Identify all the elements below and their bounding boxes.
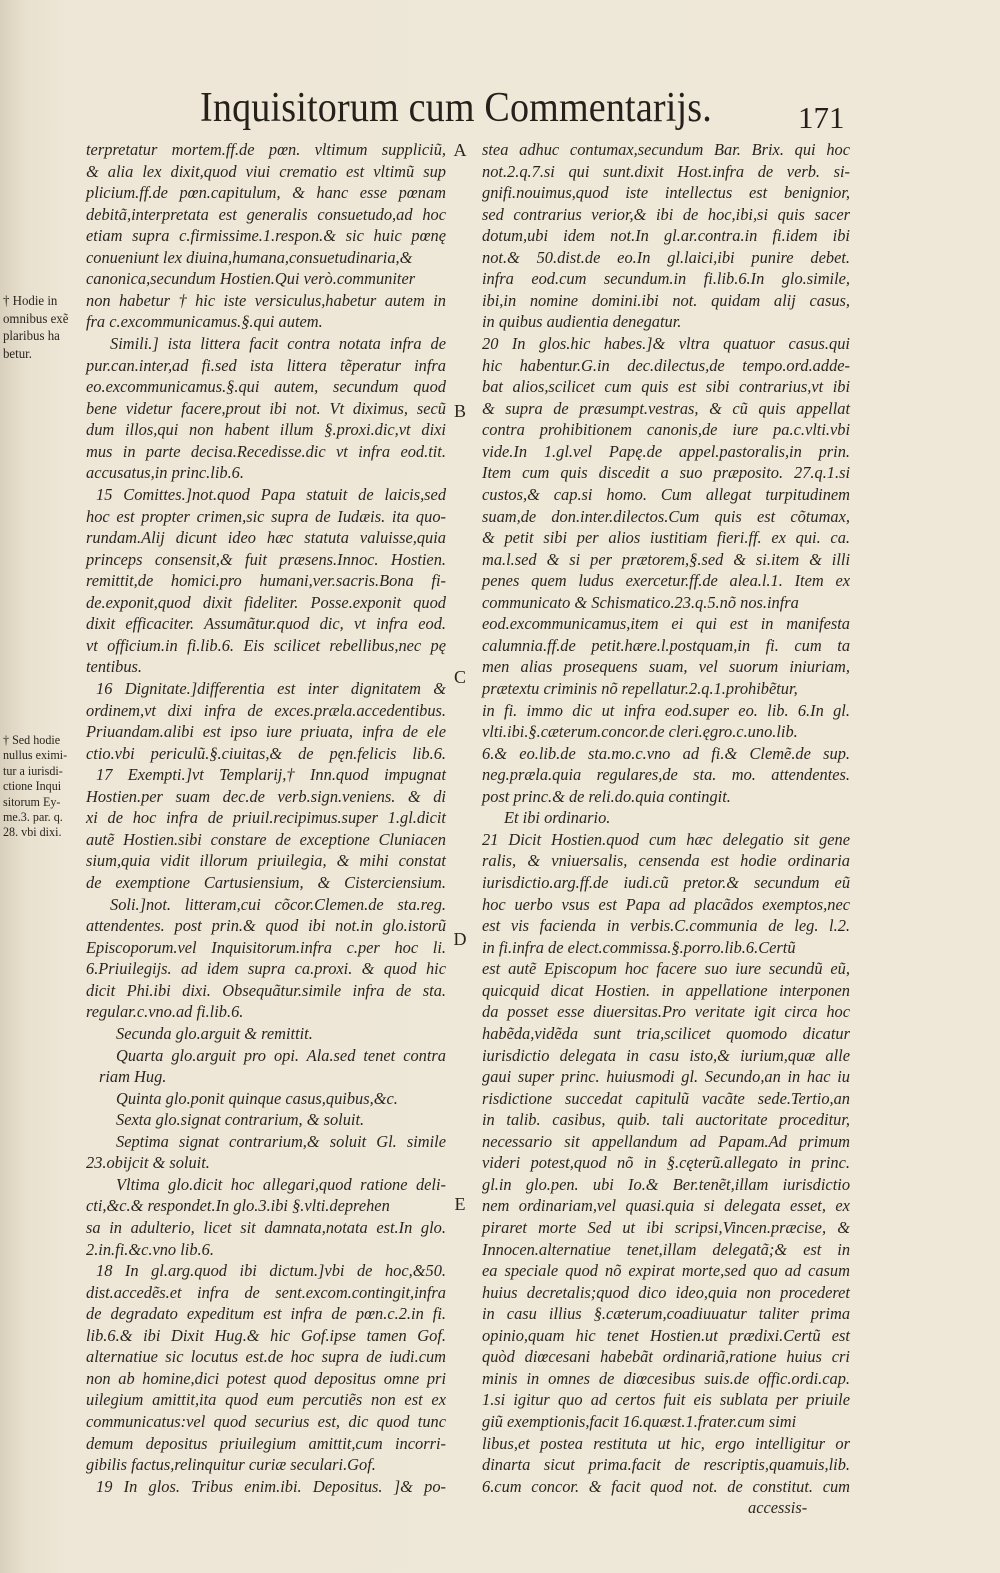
text-line xyxy=(482,506,850,528)
margin-note-line: tur a iurisdi- xyxy=(3,763,63,778)
text-line xyxy=(482,1389,850,1411)
text-line xyxy=(482,1217,850,1239)
column-marker: D xyxy=(453,929,467,949)
line-text: contra prohibitionem canonis,de iure pa.c.vlti.vbi xyxy=(482,420,851,440)
text-line xyxy=(482,786,850,808)
line-text: alternatiue sic locutus est.de hoc supra de iudi.cum xyxy=(86,1347,447,1367)
line-text: ralis, & vniuersalis, censenda est hodie ordinaria xyxy=(482,851,850,871)
text-line xyxy=(86,829,446,851)
margin-note-line: 28. vbi dixi. xyxy=(3,825,62,840)
line-text: videri potest,quod nõ in §.cęterũ.allegato in princ. xyxy=(482,1153,850,1173)
text-line xyxy=(86,398,446,420)
text-line xyxy=(86,268,446,290)
line-text: Quinta glo.ponit quinque casus,quibus,&c. xyxy=(116,1088,398,1108)
text-line xyxy=(482,311,850,333)
line-text: bat alios,scilicet cum quis est sibi contrarius,vt ibi xyxy=(482,377,851,397)
line-text: cti,&c.& respondet.In glo.3.ibi §.vlti.deprehen xyxy=(86,1196,390,1216)
line-text: communicatus:vel quod securius est, dic quod tunc xyxy=(86,1412,447,1432)
column-marker: C xyxy=(453,667,466,687)
text-line xyxy=(482,1131,850,1153)
line-text: etiam supra c.firmissime.1.respon.& sic huic pœnę xyxy=(86,226,446,246)
text-line xyxy=(482,290,850,312)
line-text: demum depositus priuilegium amittit,cum incorri- xyxy=(86,1433,446,1453)
text-line xyxy=(86,1325,446,1347)
text-line xyxy=(482,1454,850,1476)
text-line xyxy=(99,1066,446,1088)
margin-note-line: † Hodie in xyxy=(3,293,58,308)
line-text: not.2.q.7.si qui sunt.dixit Host.infra de verb. si- xyxy=(482,161,851,181)
text-line xyxy=(482,1088,850,1110)
margin-note xyxy=(3,292,87,362)
line-text: lib.6.& ibi Dixit Hug.& hic Gof.ipse tamen Gof. xyxy=(86,1325,446,1345)
line-text: Vltima glo.dicit hoc allegari,quod ratione deli- xyxy=(116,1174,446,1194)
text-line xyxy=(86,613,446,635)
line-text: hoc est propter crimen,sic supra de Iudæis. ita quo- xyxy=(86,506,446,526)
line-text: quicquid dicat Hostien. in appellatione interponen xyxy=(482,980,851,1000)
text-line xyxy=(482,656,850,678)
margin-note-line: me.3. par. q. xyxy=(3,810,63,825)
text-line xyxy=(110,894,446,916)
text-line xyxy=(482,355,850,377)
text-line xyxy=(86,161,446,183)
line-text: libus,et postea restituta ut hic, ergo intelligitur or xyxy=(482,1433,850,1453)
line-text: hic habentur.G.in dec.dilectus,de tempo.ord.adde- xyxy=(482,355,850,375)
text-line xyxy=(86,376,446,398)
line-text: 23.obijcit & soluit. xyxy=(86,1153,210,1173)
text-line xyxy=(86,592,446,614)
text-line xyxy=(96,484,446,506)
line-text: eod.excommunicamus,item ei qui est in manifesta xyxy=(482,614,851,634)
margin-note-line: sitorum Ey- xyxy=(3,794,61,809)
text-line xyxy=(86,700,446,722)
line-text: 19 In glos. Tribus enim.ibi. Depositus. ]& po- xyxy=(96,1476,446,1496)
text-line xyxy=(482,161,850,183)
text-line xyxy=(482,333,850,355)
text-line xyxy=(482,268,850,290)
text-line xyxy=(86,204,446,226)
line-text: dotum,ubi idem not.In gl.ar.contra.in fi.idem ibi xyxy=(482,226,850,246)
text-line xyxy=(116,1131,446,1153)
text-line xyxy=(86,441,446,463)
line-text: 6.cum concor. & facit quod not. de constitut. cum xyxy=(482,1476,851,1496)
text-line xyxy=(482,980,850,1002)
line-text: ibi,in nomine domini.ibi not. quidam alij casus, xyxy=(482,290,850,310)
line-text: sa in adulterio, licet sit damnata,notata est.In glo. xyxy=(86,1218,446,1237)
text-line xyxy=(482,1239,850,1261)
line-text: vide.In 1.gl.vel Papę.de appel.pastoralis,in prin. xyxy=(482,441,851,461)
text-line xyxy=(482,1195,850,1217)
text-line xyxy=(482,1001,850,1023)
line-text: accessis- xyxy=(748,1498,808,1518)
line-text: accusatus,in princ.lib.6. xyxy=(86,463,244,483)
text-line xyxy=(482,1045,850,1067)
line-text: 18 In gl.arg.quod ibi dictum.]vbi de hoc,&50. xyxy=(96,1261,446,1281)
text-line xyxy=(482,1260,850,1282)
line-text: dinarta sicut prima.facit de rescriptis,quamuis,lib. xyxy=(482,1455,851,1475)
line-text: gaui super princ. huiusmodi gl. Secundo,an in hac iu xyxy=(482,1067,851,1087)
text-line xyxy=(86,355,446,377)
text-line xyxy=(96,678,446,700)
line-text: bene videtur facere,prout ibi not. Vt diximus, secũ xyxy=(86,398,446,418)
margin-note-line: nullus eximi- xyxy=(3,748,68,763)
line-text: suam,de don.inter.dilectos.Cum quis est cõtumax, xyxy=(482,506,851,526)
text-line xyxy=(482,592,850,614)
line-text: sium,quia vidit illorum priuilegia, & mihi constat xyxy=(86,851,446,871)
line-text: in quibus audientia denegatur. xyxy=(482,312,682,332)
line-text: da posset esse diuersitas.Pro veritate igit circa hoc xyxy=(482,1002,850,1022)
line-text: mus in parte decisa.Recedisse.dic vt infra eod.tit. xyxy=(86,441,446,461)
margin-note-line: betur. xyxy=(3,345,32,361)
text-line xyxy=(86,549,446,571)
text-line xyxy=(482,1325,850,1347)
text-line xyxy=(482,635,850,657)
line-text: 6.& eo.lib.de sta.mo.c.vno ad fi.& Clemẽ.de sup. xyxy=(482,743,851,763)
text-line xyxy=(86,807,446,829)
text-line xyxy=(482,1023,850,1045)
text-line xyxy=(482,1174,850,1196)
text-line xyxy=(86,635,446,657)
line-text: 6.Priuilegijs. ad idem supra ca.proxi. & quod hic xyxy=(86,959,446,979)
line-text: Hostien.per suam dec.de verb.sign.veniens. & di xyxy=(86,786,446,806)
line-text: in fi. immo dic ut infra eod.super eo. lib. 6.In gl. xyxy=(482,700,850,720)
text-line xyxy=(482,139,850,161)
text-line xyxy=(482,1066,850,1088)
text-line xyxy=(96,764,446,786)
line-text: 15 Comittes.]not.quod Papa statuit de laicis,sed xyxy=(96,484,447,504)
line-text: & petit sibi per alios iustitiam fieri.ff. ex qui. ca. xyxy=(482,528,850,548)
line-text: terpretatur mortem.ff.de pœn. vltimum suppliciũ, xyxy=(86,140,446,159)
text-line xyxy=(86,1239,446,1261)
line-text: non habetur † hic iste versiculus,habetur autem in xyxy=(86,290,446,310)
line-text: Innocen.alternatiue tenet,illam delegatã;& est in xyxy=(482,1239,851,1259)
text-line xyxy=(482,613,850,635)
line-text: pur.can.inter,ad fi.sed ista littera tẽperatur infra xyxy=(86,355,447,375)
left-text-column xyxy=(86,139,446,1539)
text-line xyxy=(86,1001,446,1023)
line-text: hoc uerbo vsus est Papa ad placãdos exemptos,nec xyxy=(482,894,850,914)
text-line xyxy=(482,700,850,722)
line-text: custos,& cap.si homo. Cum allegat turpitudinem xyxy=(482,484,850,504)
line-text: 1.si igitur quo ad certos fuit eis sublata per priuile xyxy=(482,1390,850,1410)
text-line xyxy=(482,829,850,851)
line-text: uilegium amittit,ita quod eum percutiẽs non est ex xyxy=(86,1390,446,1410)
line-text: habẽda,vidẽda sunt tria,scilicet quomodo dicatur xyxy=(482,1023,850,1043)
text-line xyxy=(86,1217,446,1239)
text-line xyxy=(86,937,446,959)
line-text: Priuandam.alibi est ipso iure priuata, infra de ele xyxy=(86,722,446,742)
line-text: risdictione succedat capitulũ vacãte sede.Tertio,an xyxy=(482,1088,851,1108)
text-line xyxy=(86,721,446,743)
line-text: Secunda glo.arguit & remittit. xyxy=(116,1023,313,1043)
text-line xyxy=(86,462,446,484)
line-text: princeps consensit,& fuit præsens.Innoc. Hostien. xyxy=(86,549,446,569)
margin-note-line: plaribus ha xyxy=(3,328,60,343)
text-line xyxy=(110,333,446,355)
text-line xyxy=(482,441,850,463)
text-line xyxy=(482,894,850,916)
column-marker: A xyxy=(453,140,467,160)
text-line xyxy=(86,1368,446,1390)
line-text: Quarta glo.arguit pro opi. Ala.sed tenet contra xyxy=(116,1045,446,1065)
line-text: riam Hug. xyxy=(99,1067,167,1087)
text-line xyxy=(86,1411,446,1433)
text-line xyxy=(86,1433,446,1455)
text-line xyxy=(482,850,850,872)
line-text: iurisdictio.arg.ff.de iudi.cũ pretor.& secundum eũ xyxy=(482,873,851,893)
text-line xyxy=(86,656,446,678)
line-text: ctio.vbi periculũ.§.ciuitas,& de pęn.felicis lib.6. xyxy=(86,743,447,763)
line-text: communicato & Schismatico.23.q.5.nõ nos.infra xyxy=(482,592,799,612)
line-text: nem ordinariam,vel quasi.quia si delegata esset, ex xyxy=(482,1196,850,1216)
text-line xyxy=(86,139,446,161)
line-text: tentibus. xyxy=(86,657,142,677)
text-line xyxy=(86,527,446,549)
line-text: Item cum quis discedit a suo præposito. 27.q.1.si xyxy=(482,463,851,483)
line-text: Episcoporum.vel Inquisitorum.infra c.per hoc li. xyxy=(86,937,447,957)
text-line xyxy=(482,1282,850,1304)
line-text: 17 Exempti.]vt Templarij,† Inn.quod impugnat xyxy=(96,765,447,785)
line-text: conueniunt lex diuina,humana,consuetudinaria,& xyxy=(86,247,413,267)
text-line xyxy=(86,419,446,441)
text-line xyxy=(116,1088,446,1110)
line-text: Septima signat contrarium,& soluit Gl. simile xyxy=(116,1131,446,1151)
text-line xyxy=(482,398,850,420)
right-text-column xyxy=(482,139,850,1539)
text-line xyxy=(482,570,850,592)
text-line xyxy=(482,376,850,398)
line-text: & alia lex dixit,quod viui crematio est vltimũ sup xyxy=(86,161,447,181)
line-text: de.exponit,quod dixit fideliter. Posse.exponit quod xyxy=(86,592,446,612)
line-text: regular.c.vno.ad fi.lib.6. xyxy=(86,1002,244,1022)
line-text: not.& 50.dist.de eo.In gl.laici,ibi punire debet. xyxy=(482,247,850,267)
text-line xyxy=(86,743,446,765)
text-line xyxy=(86,311,446,333)
text-line xyxy=(86,247,446,269)
text-line xyxy=(482,462,850,484)
line-text: 2.in.fi.&c.vno lib.6. xyxy=(86,1239,214,1259)
text-line xyxy=(482,225,850,247)
text-line xyxy=(482,204,850,226)
text-line xyxy=(86,958,446,980)
line-text: post princ.& de reli.do.quia contingit. xyxy=(482,786,731,806)
text-line xyxy=(482,1346,850,1368)
text-line xyxy=(482,743,850,765)
text-line xyxy=(86,786,446,808)
line-text: ea speciale quod nõ expirat morte,sed quo ad casum xyxy=(482,1261,850,1281)
text-line xyxy=(86,290,446,312)
text-line xyxy=(86,182,446,204)
line-text: opinio,quam hic tenet Hostien.ut prædixi.Certũ est xyxy=(482,1325,850,1345)
line-text: ma.l.sed & si per prætorem,§.sed & si.item & illi xyxy=(482,549,851,569)
text-line xyxy=(86,980,446,1002)
line-text: quòd diœcesani habebãt ordinariã,ratione huius cri xyxy=(482,1347,850,1367)
line-text: de exemptione Cartusiensium, & Cisterciensium. xyxy=(86,873,446,893)
column-marker: E xyxy=(454,1194,466,1214)
line-text: gnifi.nouimus,quod iste intellectus est benignior, xyxy=(482,183,850,203)
text-line xyxy=(86,1389,446,1411)
text-line xyxy=(86,1346,446,1368)
text-line xyxy=(116,1109,446,1131)
line-text: vlti.ibi.§.cæterum.concor.de cleri.ęgro.c.uno.lib. xyxy=(482,722,798,742)
text-line xyxy=(482,1152,850,1174)
margin-note-line: † Sed hodie xyxy=(3,733,61,747)
line-text: autẽ Hostien.sibi constare de exceptione Cluniacen xyxy=(86,829,446,849)
text-line xyxy=(482,419,850,441)
line-text: est autẽ Episcopum hoc facere suo iure secundũ eũ, xyxy=(482,959,850,979)
line-text: 21 Dicit Hostien.quod cum hæc delegatio sit gene xyxy=(482,829,851,849)
line-text: sed contrarius verior,& ibi de hoc,ibi,si quis sacer xyxy=(482,204,850,224)
line-text: huius decretalis;quod dico ideo,quia non procederet xyxy=(482,1282,850,1302)
line-text: in fi.infra de elect.commissa.§.porro.lib.6.Certũ xyxy=(482,937,796,957)
text-line xyxy=(86,506,446,528)
line-text: ordinem,vt dixi infra de exces.præla.accedentibus. xyxy=(86,700,447,720)
text-line xyxy=(748,1497,850,1519)
text-line xyxy=(482,1368,850,1390)
text-line xyxy=(86,1152,446,1174)
text-line xyxy=(482,1476,850,1498)
text-line xyxy=(116,1174,446,1196)
text-line xyxy=(482,527,850,549)
text-line xyxy=(86,1454,446,1476)
text-line xyxy=(482,1303,850,1325)
line-text: stea adhuc contumax,secundum Bar. Brix. qui hoc xyxy=(482,140,850,159)
line-text: est vis facienda in verbis.C.communia de leg. l.2. xyxy=(482,916,851,936)
text-line xyxy=(86,1303,446,1325)
line-text: dixit efficaciter. Assumãtur.quod dic, vt infra eod. xyxy=(86,614,447,634)
line-text: minis in omnes de diœcesibus suis.de offic.ordi.cap. xyxy=(482,1368,850,1388)
text-line xyxy=(482,1433,850,1455)
text-line xyxy=(482,937,850,959)
line-text: gibilis factus,relinquitur curiæ seculari.Gof. xyxy=(86,1455,376,1475)
line-text: canonica,secundum Hostien.Qui verò.communiter xyxy=(86,269,416,289)
line-text: gl.in glo.pen. ubi Io.& Ber.tenẽt,illam iurisdictio xyxy=(482,1174,851,1194)
line-text: debitã,interpretata est generalis consuetudo,ad hoc xyxy=(86,204,447,224)
line-text: attendentes. post prin.& quod ibi not.in glo.istorũ xyxy=(86,916,447,936)
line-text: & supra de præsumpt.vestras, & cũ quis appellat xyxy=(482,398,851,418)
line-text: dicit Phi.ibi dixi. Obsequãtur.simile infra de sta. xyxy=(86,980,446,1000)
text-line xyxy=(482,721,850,743)
line-text: rundam.Alij dicunt ideo hæc statuta valuisse,quia xyxy=(86,528,446,548)
text-line xyxy=(116,1045,446,1067)
margin-note xyxy=(3,733,87,841)
line-text: Et ibi ordinario. xyxy=(504,808,611,828)
text-line xyxy=(86,570,446,592)
text-line xyxy=(86,872,446,894)
line-text: men alias prosequens suam, vel suorum iniuriam, xyxy=(482,657,850,677)
text-line xyxy=(86,850,446,872)
line-text: plicium.ff.de pœn.capitulum, & hanc esse pœnam xyxy=(86,183,446,203)
text-line xyxy=(482,764,850,786)
text-line xyxy=(86,915,446,937)
text-line xyxy=(86,1282,446,1304)
line-text: Soli.]not. litteram,cui cõcor.Clemen.de sta.reg. xyxy=(110,894,446,914)
line-text: in talib. casibus, quib. tali auctoritate proceditur, xyxy=(482,1110,851,1130)
text-line xyxy=(96,1476,446,1498)
margin-note-line: ctione Inqui xyxy=(3,779,62,794)
line-text: 20 In glos.hic habes.]& vltra quatuor casus.qui xyxy=(482,334,850,354)
text-line xyxy=(96,1260,446,1282)
line-text: remittit,de homici.pro humani,ver.sacris.Bona fi- xyxy=(86,571,446,591)
line-text: xi de hoc infra de priuil.recipimus.super 1.gl.dicit xyxy=(86,808,446,828)
text-line xyxy=(482,549,850,571)
line-text: penes quem ludus exercetur.ff.de alea.l.1. Item ex xyxy=(482,571,850,591)
text-line xyxy=(86,225,446,247)
line-text: giũ exemptionis,facit 16.quæst.1.frater.cum simi xyxy=(482,1412,797,1432)
line-text: fra c.excommunicamus.§.qui autem. xyxy=(86,312,323,332)
line-text: neg.præla.quia regulares,de sta. mo. attendentes. xyxy=(482,765,851,785)
text-line xyxy=(116,1023,446,1045)
line-text: prætextu criminis nõ repellatur.2.q.1.prohibẽtur, xyxy=(482,679,798,698)
line-text: dist.accedẽs.et infra de sent.excom.contingit,infra xyxy=(86,1282,446,1302)
column-marker: B xyxy=(453,401,466,421)
line-text: Sexta glo.signat contrarium, & soluit. xyxy=(116,1110,365,1130)
line-text: dum illos,qui non habent illum §.proxi.dic,vt dixi xyxy=(86,420,446,440)
text-line xyxy=(482,678,850,700)
line-text: non ab homine,dici potest quod depositus omne pri xyxy=(86,1368,446,1388)
line-text: calumnia.ff.de petit.hære.l.postquam,in fi. cum ta xyxy=(482,635,851,655)
line-text: in casu illius §.cæterum,coadiuuatur taliter prima xyxy=(482,1304,851,1324)
text-line xyxy=(482,247,850,269)
line-text: piraret morte Sed ut ibi scripsi,Vincen.præcise, & xyxy=(482,1218,850,1237)
line-text: infra eod.cum secundum.in fi.lib.6.In glo.simile, xyxy=(482,269,851,289)
text-line xyxy=(482,958,850,980)
text-line xyxy=(482,484,850,506)
line-text: necessario sit appellandum ad Papam.Ad primum xyxy=(482,1131,850,1151)
line-text: de degradato expeditum est infra de pœn.c.2.in fi. xyxy=(86,1304,446,1324)
text-line xyxy=(482,182,850,204)
line-text: eo.excommunicamus.§.qui autem, secundum quod xyxy=(86,377,446,397)
text-line xyxy=(482,1109,850,1131)
text-line xyxy=(482,1411,850,1433)
line-text: vt officium.in fi.lib.6. Eis scilicet rebellibus,nec pę xyxy=(86,635,447,655)
page-number: 171 xyxy=(798,100,845,135)
margin-note-line: omnibus exẽ xyxy=(3,310,69,326)
text-line xyxy=(504,807,850,829)
text-line xyxy=(482,872,850,894)
line-text: iurisdictio delegata in casu isto,& iurium,quæ alle xyxy=(482,1045,850,1065)
line-text: 16 Dignitate.]differentia est inter dignitatem & xyxy=(96,679,447,698)
text-line xyxy=(86,1195,446,1217)
running-title: Inquisitorum cum Commentarijs. xyxy=(200,85,712,131)
text-line xyxy=(482,915,850,937)
line-text: Simili.] ista littera facit contra notata infra de xyxy=(110,334,446,354)
